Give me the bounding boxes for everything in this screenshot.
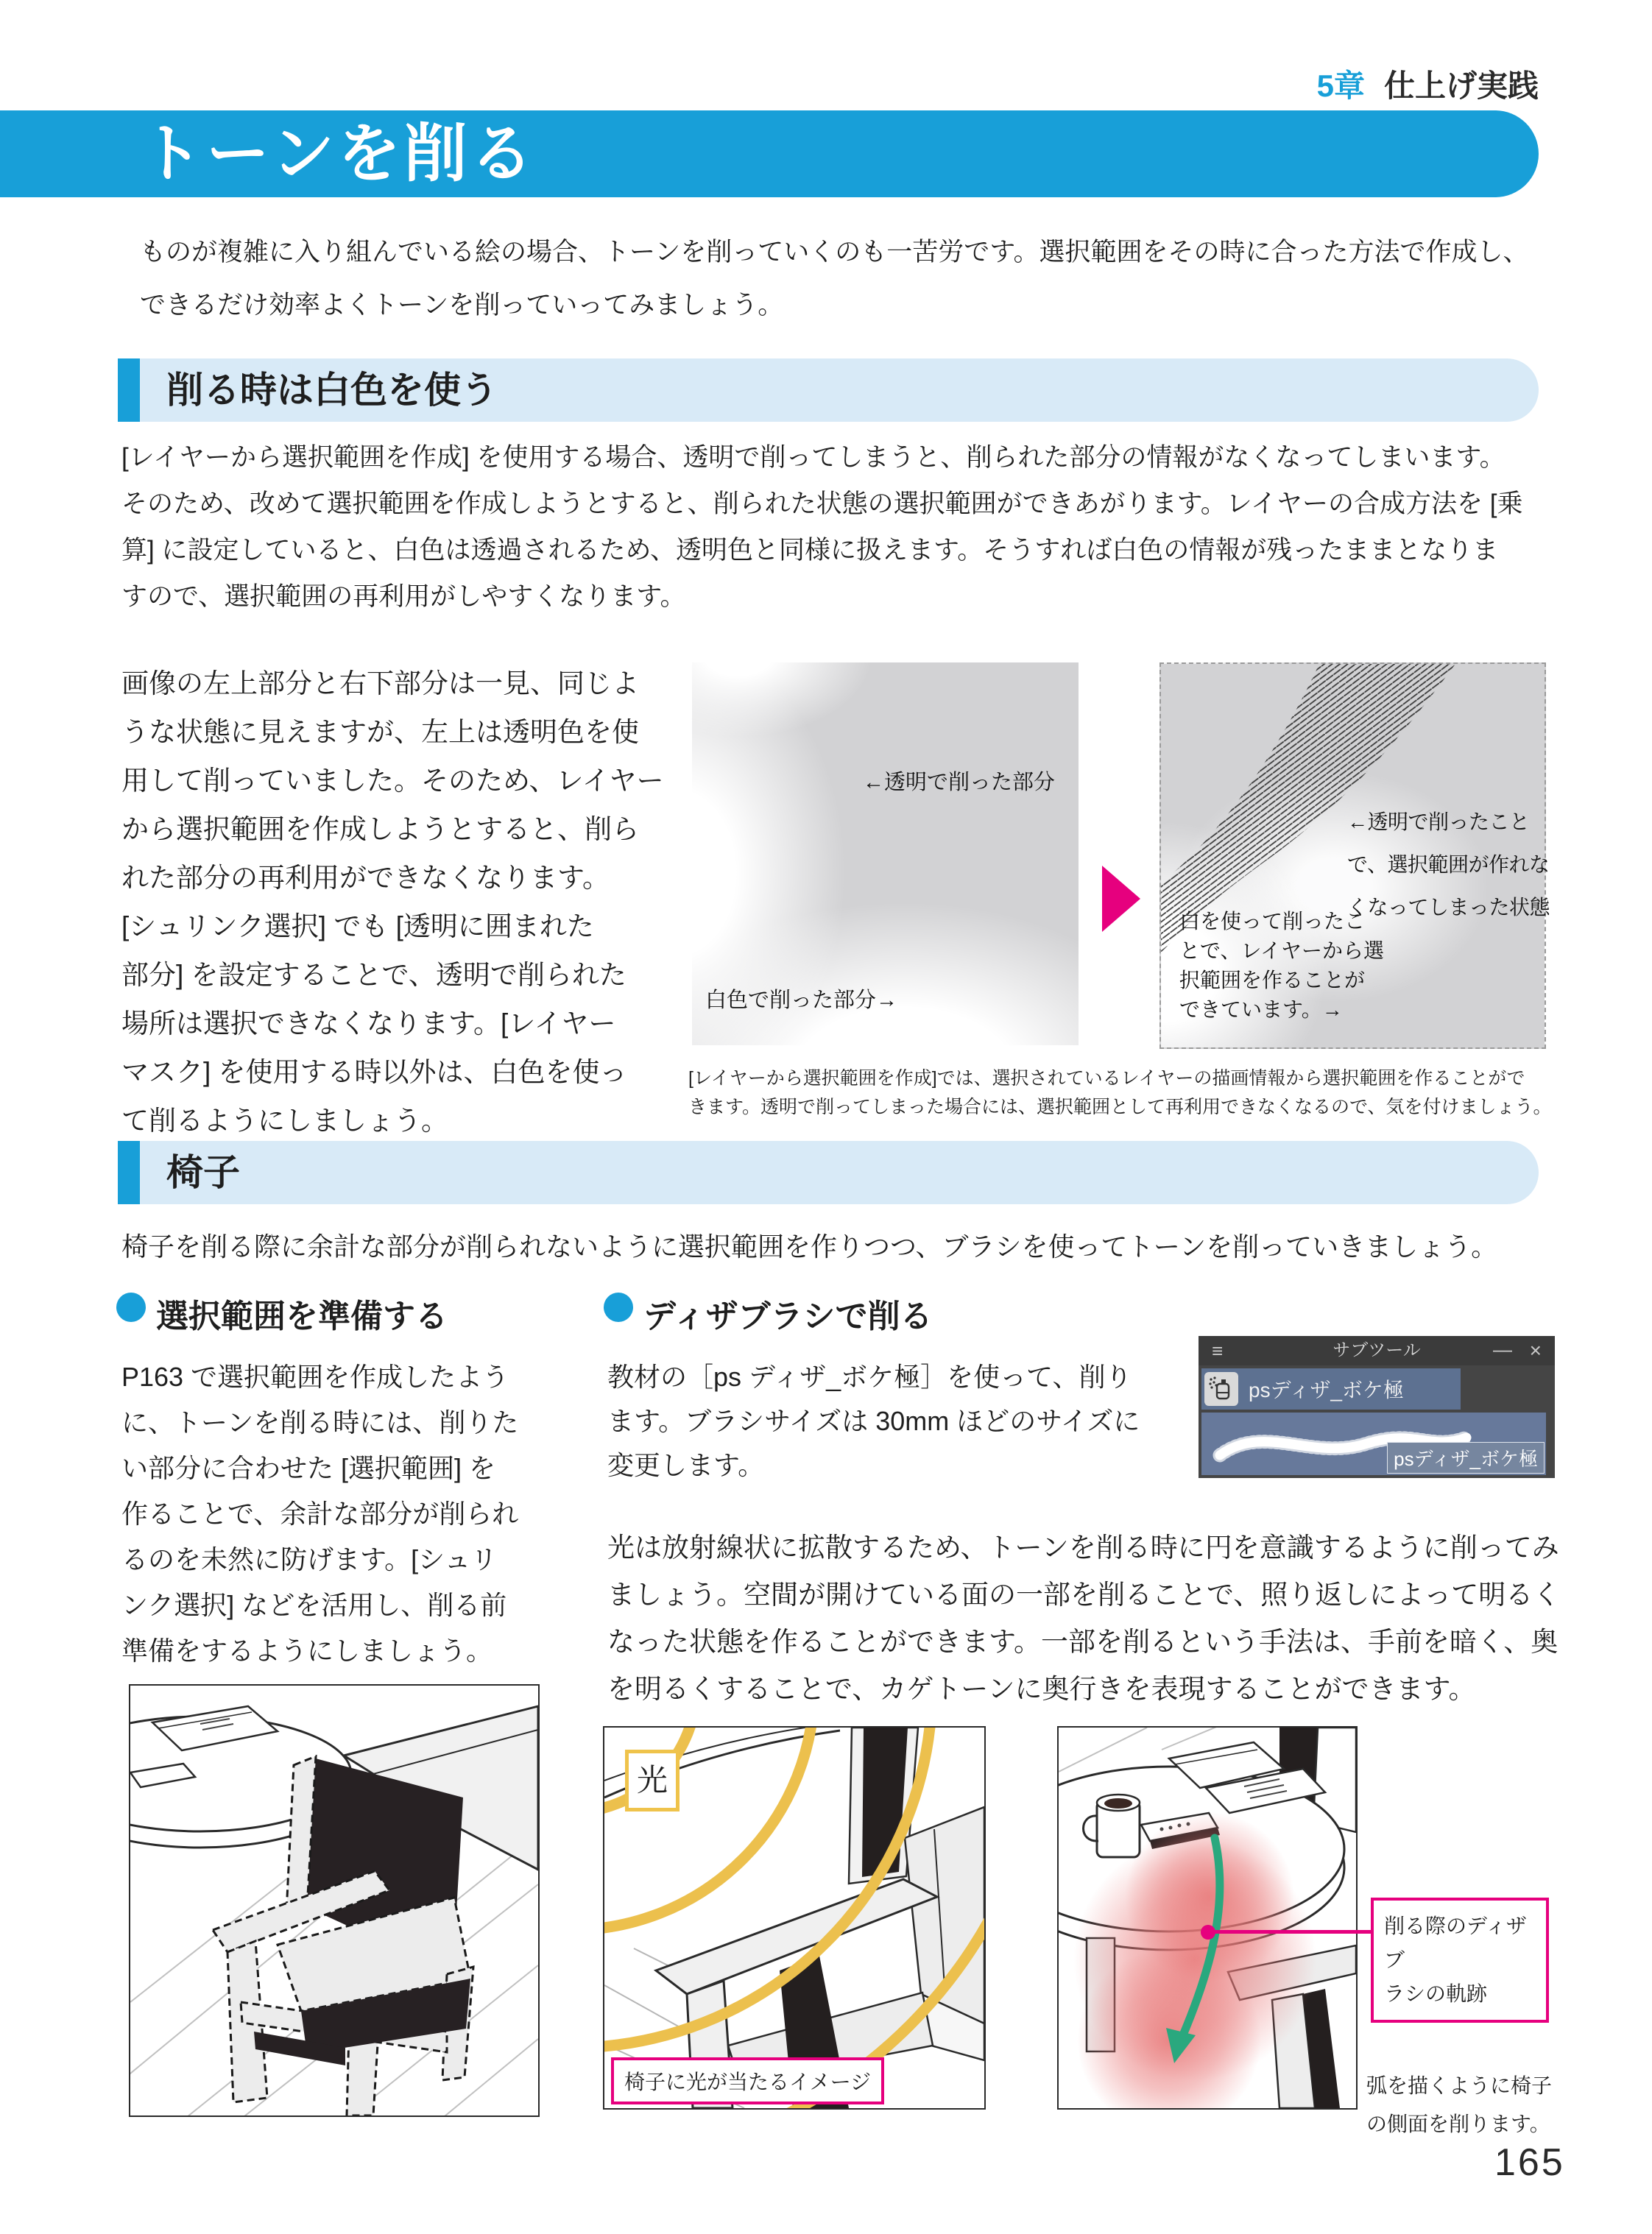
subtool-panel (1199, 1336, 1555, 1478)
arrow-right-icon (1102, 866, 1140, 932)
light-para-line: なった状態を作ることができます。一部を削るという手法は、手前を暗く、奥 (607, 1627, 1559, 1657)
result-caption-line: 弧を描くように椅子 (1366, 2074, 1553, 2097)
callout-connector-line (1208, 1930, 1371, 1934)
callout-line: 削る際のディザブ (1384, 1915, 1527, 1971)
chair-overview-image (129, 1684, 540, 2117)
figure-caption-line: きます。透明で削ってしまった場合には、選択範囲として再利用できなくなるので、気を付けましょう。 (688, 1097, 1552, 1117)
body-line: [レイヤーから選択範囲を作成] を使用する場合、透明で削ってしまうと、削られた部分の情報がなくなってしまいます。 (121, 443, 1505, 472)
section-heading: 削る時は白色を使う (166, 370, 498, 411)
sub2-line: 変更します。 (607, 1450, 765, 1480)
subheading-dither-brush: ディザブラシで削る (643, 1298, 933, 1335)
trajectory-callout (1371, 1898, 1549, 2023)
light-label-box: 光 (625, 1750, 679, 1811)
brush-preview-label: psディザ_ボケ極 (1387, 1442, 1545, 1474)
body-line: そのため、改めて選択範囲を作成しようとすると、削られた状態の選択範囲ができあがります。レイヤーの合成方法を [乗 (121, 489, 1523, 518)
annotation-white-ok-line: 白を使って削ったこ (1179, 910, 1366, 933)
section-accent-bar (118, 358, 140, 422)
sub2-line: 教材の［ps ディザ_ボケ極］を使って、削り (607, 1362, 1132, 1392)
annotation-white-ok-line: 択範囲を作ることが (1179, 969, 1366, 991)
figure-text-line: て削るようにしましょう。 (121, 1106, 448, 1136)
chapter-title: 仕上げ実践 (1383, 68, 1539, 103)
figure-text-line: うな状態に見えますが、左上は透明色を使 (121, 717, 639, 747)
figure-text-line: 場所は選択できなくなります。[レイヤー (121, 1008, 616, 1039)
body-line: 算] に設定していると、白色は透過されるため、透明色と同様に扱えます。そうすれば白色の情報が残ったままとなりま (121, 536, 1499, 565)
callout-line: ラシの軌跡 (1384, 1982, 1488, 2005)
annotation-no-selection-line: ←透明で削ったこと (1347, 810, 1530, 833)
light-image-caption-box: 椅子に光が当たるイメージ (611, 2057, 884, 2104)
result-caption-line: の側面を削ります。 (1366, 2113, 1550, 2135)
sub1-line: い部分に合わせた [選択範囲] を (121, 1453, 496, 1483)
spray-tool-icon (1204, 1372, 1238, 1406)
figure-text-line: マスク] を使用する時以外は、白色を使っ (121, 1057, 627, 1087)
section-accent-bar (118, 1141, 140, 1204)
close-icon[interactable]: × (1529, 1339, 1542, 1362)
bullet-icon (604, 1293, 633, 1322)
chapter-number: 5章 (1316, 68, 1365, 103)
subtool-name: psディザ_ボケ極 (1249, 1379, 1404, 1401)
figure-text-line: 画像の左上部分と右下部分は一見、同じよ (121, 668, 639, 699)
page-number: 165 (1494, 2141, 1565, 2184)
brush-preview (1201, 1413, 1546, 1475)
panel-titlebar (1199, 1336, 1555, 1365)
title-banner (0, 110, 1539, 197)
subtool-item-row[interactable] (1201, 1368, 1461, 1410)
intro-line: できるだけ効率よくトーンを削っていってみましょう。 (140, 291, 784, 319)
section-band-white (118, 358, 1539, 422)
figure-caption-line: [レイヤーから選択範囲を作成]では、選択されているレイヤーの描画情報から選択範囲を作ることがで (688, 1068, 1525, 1089)
sub1-line: に、トーンを削る時には、削りた (121, 1407, 519, 1438)
minimize-icon[interactable]: — (1493, 1338, 1512, 1360)
erase-result-image (1057, 1726, 1358, 2110)
figure-text-line: 部分] を設定することで、透明で削られた (121, 960, 626, 990)
section2-intro: 椅子を削る際に余計な部分が削られないように選択範囲を作りつつ、ブラシを使ってトーンを削っていきましょう。 (121, 1231, 1498, 1262)
annotation-white-erase: 白色で削った部分→ (705, 989, 898, 1012)
section-band-chair (118, 1141, 1539, 1204)
figure-text-line: 用して削っていました。そのため、レイヤー (121, 766, 664, 796)
sub1-line: 準備をするようにしましょう。 (121, 1636, 493, 1666)
sub1-line: ンク選択] などを活用し、削る前 (121, 1590, 507, 1620)
light-para-line: ましょう。空間が開けている面の一部を削ることで、照り返しによって明るく (607, 1580, 1561, 1610)
annotation-white-ok-line: とで、レイヤーから選 (1179, 939, 1385, 962)
sub2-line: ます。ブラシサイズは 30mm ほどのサイズに (607, 1406, 1140, 1436)
sub1-line: P163 で選択範囲を作成したよう (121, 1362, 509, 1392)
annotation-no-selection-line: くなってしまった状態 (1347, 896, 1550, 919)
figure-text-line: れた部分の再利用ができなくなります。 (121, 863, 610, 893)
figure-text-line: から選択範囲を作成しようとすると、削ら (121, 814, 639, 844)
section-heading: 椅子 (166, 1152, 240, 1193)
body-line: すので、選択範囲の再利用がしやすくなります。 (121, 582, 686, 611)
sub1-line: 作ることで、余計な部分が削られ (121, 1499, 519, 1529)
annotation-white-ok-line: できています。→ (1179, 998, 1343, 1021)
figure-text-line: [シュリンク選択] でも [透明に囲まれた (121, 911, 594, 941)
panel-title: サブツール (1332, 1340, 1421, 1360)
callout-anchor-dot (1201, 1925, 1215, 1940)
intro-line: ものが複雑に入り組んでいる絵の場合、トーンを削っていくのも一苦労です。選択範囲をその時に合った方法で作成し、 (140, 238, 1529, 266)
light-para-line: を明るくすることで、カゲトーンに奥行きを表現することができます。 (607, 1674, 1476, 1704)
light-para-line: 光は放射線状に拡散するため、トーンを削る時に円を意識するように削ってみ (607, 1533, 1559, 1563)
subheading-prepare-selection: 選択範囲を準備する (156, 1298, 448, 1335)
page-title: トーンを削る (140, 119, 537, 189)
annotation-transparent-erase: ←透明で削った部分 (863, 771, 1056, 794)
hamburger-icon[interactable]: ≡ (1212, 1340, 1224, 1362)
bullet-icon (116, 1293, 146, 1322)
annotation-no-selection-line: で、選択範囲が作れな (1347, 853, 1550, 876)
chapter-header (1317, 62, 1539, 106)
sub1-line: るのを未然に防げます。[シュリ (121, 1544, 498, 1574)
